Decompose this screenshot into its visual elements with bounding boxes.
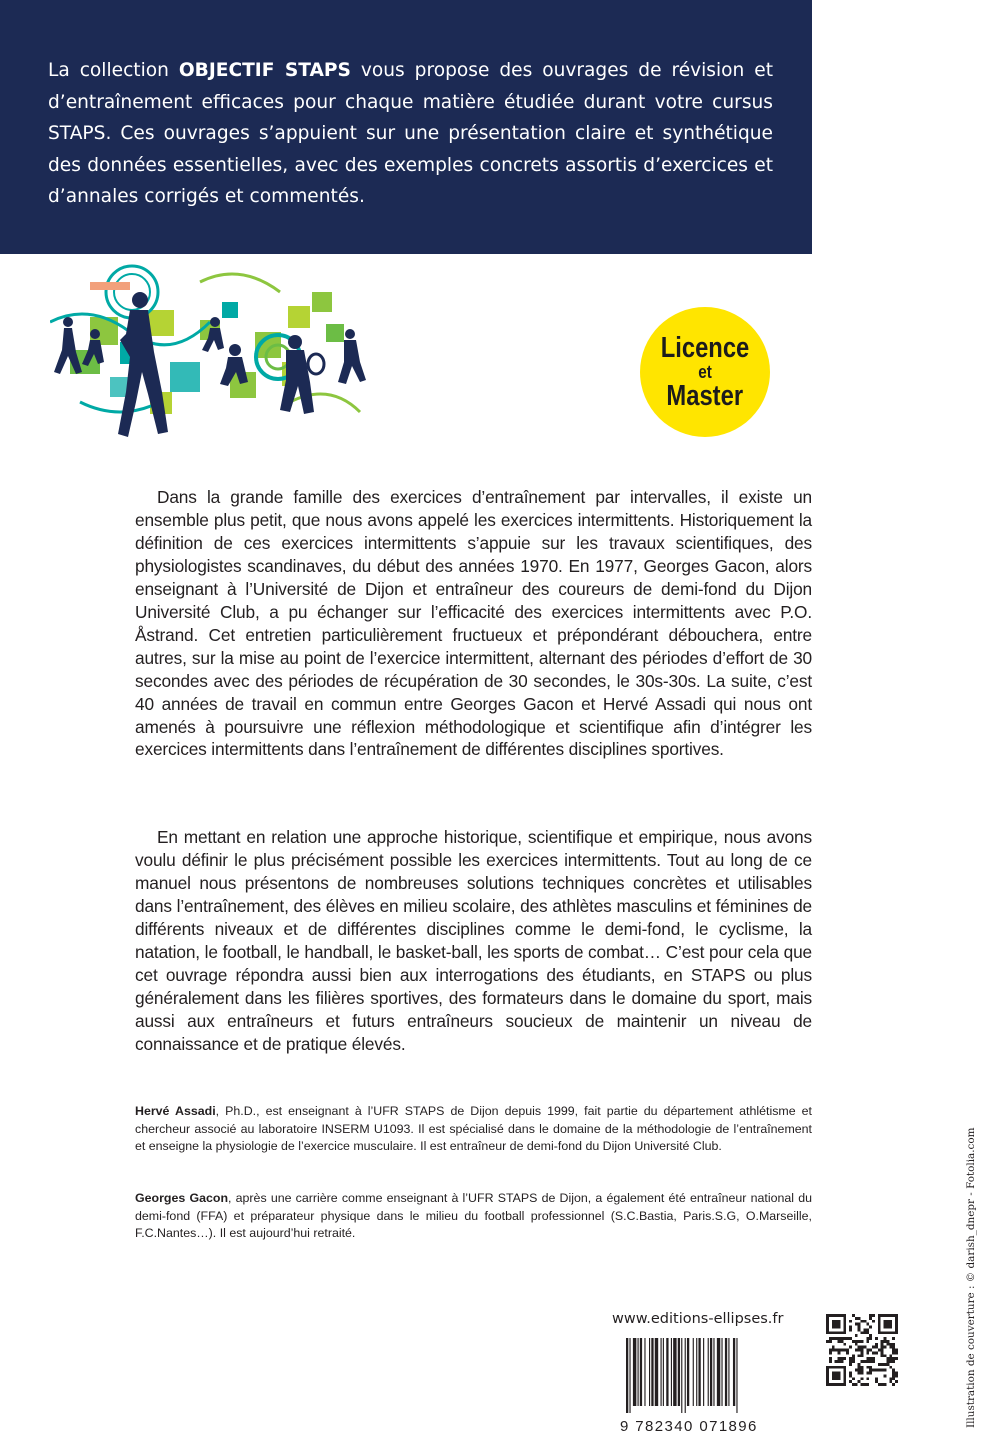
qr-cell bbox=[840, 1337, 843, 1340]
summary-paragraph-2: En mettant en relation une approche historique, scientifique et empirique, nous avons voulu définir le plus précisément possible les exercices intermittents. Tout au long de ce manuel nous présentons de nombreuses solutions techniques concrètes et utilisables dans l’entraînement, des élèves en milieu scolaire, des athlètes masculins et féminines de différents niveaux et de différentes disciplines comme le demi-fond, le cyclisme, la natation, le football, le handball, le basket-ball, les sports de combat… C’est pour cela que cet ouvrage répondra aussi bien aux interrogations des étudiants, en STAPS ou plus généralement dans les filières sportives, des formateurs dans le domaine du sport, mais aussi aux entraîneurs et futurs entraîneurs soucieux de maintenir un niveau de connaissance et de pratique élevés. bbox=[135, 827, 812, 1054]
qr-cell bbox=[838, 1351, 841, 1354]
qr-cell bbox=[892, 1377, 895, 1380]
qr-cell bbox=[861, 1349, 864, 1352]
barcode-bar bbox=[655, 1338, 658, 1406]
qr-cell bbox=[835, 1349, 838, 1352]
barcode-bar bbox=[644, 1338, 645, 1406]
qr-cell bbox=[881, 1349, 884, 1352]
qr-cell bbox=[858, 1380, 861, 1383]
qr-cell bbox=[855, 1317, 858, 1320]
author-name: Georges Gacon bbox=[135, 1191, 229, 1205]
barcode-bar bbox=[710, 1338, 712, 1406]
qr-cell bbox=[884, 1383, 887, 1386]
qr-cell bbox=[843, 1349, 846, 1352]
qr-cell bbox=[866, 1323, 869, 1326]
qr-cell bbox=[843, 1337, 846, 1340]
barcode-bar bbox=[678, 1338, 680, 1406]
qr-cell bbox=[855, 1334, 858, 1337]
qr-cell bbox=[869, 1360, 872, 1363]
qr-cell bbox=[861, 1383, 864, 1386]
qr-cell bbox=[840, 1349, 843, 1352]
barcode-bar bbox=[728, 1338, 729, 1406]
qr-cell bbox=[840, 1357, 843, 1360]
qr-cell bbox=[884, 1320, 893, 1329]
qr-cell bbox=[866, 1328, 869, 1331]
qr-cell bbox=[889, 1377, 892, 1380]
qr-cell bbox=[832, 1337, 835, 1340]
qr-cell bbox=[829, 1360, 832, 1363]
qr-cell bbox=[840, 1340, 843, 1343]
qr-cell bbox=[843, 1366, 846, 1386]
qr-cell bbox=[826, 1383, 846, 1386]
athletes-collage-icon bbox=[50, 262, 380, 442]
barcode-bar bbox=[633, 1338, 636, 1406]
barcode-bar bbox=[703, 1338, 704, 1406]
qr-cell bbox=[863, 1320, 866, 1323]
qr-cell bbox=[829, 1340, 832, 1343]
qr-cell bbox=[884, 1337, 887, 1340]
qr-cell bbox=[872, 1369, 875, 1372]
barcode-bar bbox=[693, 1338, 694, 1406]
qr-cell bbox=[855, 1383, 858, 1386]
qr-cell bbox=[895, 1372, 898, 1375]
qr-cell bbox=[881, 1346, 884, 1349]
qr-cell bbox=[881, 1383, 884, 1386]
qr-cell bbox=[892, 1351, 895, 1354]
qr-cell bbox=[892, 1383, 895, 1386]
qr-cell bbox=[855, 1343, 858, 1346]
barcode-bar bbox=[663, 1338, 664, 1406]
qr-cell bbox=[875, 1377, 878, 1380]
qr-cell bbox=[875, 1343, 878, 1346]
qr-cell bbox=[866, 1349, 869, 1352]
qr-cell bbox=[866, 1351, 869, 1354]
qr-cell bbox=[829, 1357, 832, 1360]
qr-cell bbox=[846, 1351, 849, 1354]
qr-cell bbox=[869, 1349, 872, 1352]
barcode-bar bbox=[651, 1338, 653, 1406]
qr-cell bbox=[869, 1314, 872, 1317]
qr-cell bbox=[858, 1354, 861, 1357]
summary-paragraph-1: Dans la grande famille des exercices d’entraînement par intervalles, il existe un ensemble plus petit, que nous avons appelé les exercices intermittents. Historiquement la définition de ces exercices intermittents s’appuie sur les travaux scientifiques, des physiologistes scandinaves, du début des années 1970. En 1977, Georges Gacon, alors enseignant à l’Université de Dijon et entraîneur des coureurs de demi-fond du Dijon Université Club, a pu échanger sur l’efficacité des exercices intermittents avec P.O. Åstrand. Cet entretien particulièrement fructueux et prépondérant débouchera, entre autres, sur la mise au point de l’exercice intermittent, alternant des périodes d’effort de 30 secondes avec des périodes de récupération de 30 secondes, le 30s-30s. La suite, c’est 40 années de travail en commun entre Georges Gacon et Hervé Assadi qui nous ont amenés à poursuivre une réflexion méthodologique et scientifique afin d’intégrer les exercices intermittents dans l’entraînement de différentes disciplines sportives. bbox=[135, 487, 812, 760]
qr-cell bbox=[892, 1343, 895, 1346]
barcode-bar bbox=[638, 1338, 639, 1406]
qr-cell bbox=[849, 1320, 852, 1323]
qr-cell bbox=[861, 1372, 864, 1375]
barcode-bar bbox=[666, 1338, 668, 1406]
qr-cell bbox=[866, 1372, 869, 1375]
badge-master: Master bbox=[666, 380, 744, 412]
qr-cell bbox=[858, 1326, 861, 1329]
badge-et: et bbox=[698, 362, 712, 382]
qr-cell bbox=[872, 1351, 875, 1354]
qr-code-icon[interactable] bbox=[826, 1314, 898, 1386]
qr-cell bbox=[835, 1360, 838, 1363]
qr-cell bbox=[881, 1354, 884, 1357]
qr-cell bbox=[869, 1369, 872, 1372]
author-name: Hervé Assadi bbox=[135, 1104, 216, 1118]
intro-text-end: vous propose des ouvrages de révision et d’entraînement efficaces pour chaque matière étudiée durant votre cursus STAPS. Ces ouvrages s’appuient sur une présentation claire et synthétique des données essentielles, avec des exemples concrets assortis d’exercices et d’annales corrigés et commentés. bbox=[48, 60, 773, 207]
qr-cell bbox=[895, 1357, 898, 1360]
qr-cell bbox=[826, 1314, 846, 1317]
qr-cell bbox=[843, 1314, 846, 1334]
qr-cell bbox=[866, 1383, 869, 1386]
qr-cell bbox=[895, 1380, 898, 1383]
qr-cell bbox=[866, 1360, 869, 1363]
qr-cell bbox=[892, 1369, 895, 1372]
qr-cell bbox=[832, 1349, 835, 1352]
qr-cell bbox=[849, 1360, 852, 1363]
qr-cell bbox=[875, 1346, 878, 1349]
qr-cell bbox=[858, 1372, 861, 1375]
qr-cell bbox=[843, 1357, 846, 1360]
qr-cell bbox=[861, 1369, 864, 1372]
qr-cell bbox=[872, 1320, 875, 1323]
qr-cell bbox=[855, 1349, 858, 1352]
barcode-bar bbox=[713, 1338, 714, 1406]
qr-cell bbox=[861, 1320, 864, 1323]
qr-cell bbox=[852, 1340, 855, 1343]
qr-cell bbox=[852, 1314, 855, 1317]
qr-cell bbox=[849, 1346, 852, 1349]
qr-cell bbox=[838, 1340, 841, 1343]
qr-cell bbox=[858, 1317, 861, 1320]
collection-intro bbox=[48, 55, 773, 213]
qr-cell bbox=[889, 1380, 892, 1383]
qr-cell bbox=[861, 1354, 864, 1357]
barcode-icon bbox=[624, 1338, 814, 1413]
publisher-website[interactable]: www.editions-ellipses.fr bbox=[612, 1311, 784, 1327]
qr-cell bbox=[869, 1317, 872, 1320]
author-bio-text: , après une carrière comme enseignant à l’UFR STAPS de Dijon, a également été entraîneur national du demi-fond (FFA) et préparateur physique dans le milieu du football professionnel (S.C.Bastia, Paris.S.G, O.Marseille, F.C.Nantes…). Il est aujourd’hui retraité. bbox=[135, 1191, 812, 1240]
barcode-bar bbox=[661, 1338, 662, 1406]
qr-cell bbox=[892, 1346, 895, 1349]
qr-cell bbox=[826, 1340, 829, 1343]
author-bio-gacon bbox=[135, 1190, 812, 1243]
qr-cell bbox=[886, 1340, 889, 1343]
qr-cell bbox=[872, 1357, 875, 1360]
qr-cell bbox=[852, 1377, 855, 1380]
barcode-bar bbox=[629, 1338, 630, 1413]
qr-cell bbox=[858, 1323, 861, 1326]
qr-cell bbox=[872, 1314, 875, 1317]
qr-cell bbox=[863, 1346, 866, 1349]
qr-cell bbox=[849, 1380, 852, 1383]
isbn-number: 9 782340 071896 bbox=[620, 1418, 758, 1435]
barcode-bar bbox=[733, 1338, 735, 1406]
author-bio-assadi bbox=[135, 1103, 812, 1156]
qr-cell bbox=[861, 1351, 864, 1354]
barcode-bar bbox=[626, 1338, 628, 1413]
qr-cell bbox=[892, 1357, 895, 1360]
qr-cell bbox=[832, 1320, 841, 1329]
qr-cell bbox=[838, 1349, 841, 1352]
qr-cell bbox=[843, 1343, 846, 1346]
qr-cell bbox=[861, 1346, 864, 1349]
qr-cell bbox=[846, 1349, 849, 1352]
header-box bbox=[0, 0, 812, 254]
qr-cell bbox=[849, 1357, 852, 1360]
qr-cell bbox=[875, 1380, 878, 1383]
qr-cell bbox=[866, 1357, 869, 1360]
qr-cell bbox=[835, 1337, 838, 1340]
qr-cell bbox=[892, 1374, 895, 1377]
qr-cell bbox=[861, 1366, 864, 1369]
qr-cell bbox=[838, 1337, 841, 1340]
badge-licence: Licence bbox=[660, 332, 750, 364]
qr-cell bbox=[895, 1314, 898, 1334]
qr-cell bbox=[884, 1354, 887, 1357]
qr-cell bbox=[863, 1383, 866, 1386]
qr-cell bbox=[866, 1331, 869, 1334]
qr-cell bbox=[849, 1328, 852, 1331]
qr-cell bbox=[881, 1351, 884, 1354]
qr-cell bbox=[838, 1360, 841, 1363]
qr-cell bbox=[892, 1337, 895, 1340]
qr-cell bbox=[826, 1366, 829, 1386]
qr-cell bbox=[869, 1357, 872, 1360]
author-bio-text: , Ph.D., est enseignant à l’UFR STAPS de Dijon depuis 1999, fait partie du département athlétisme et chercheur associé au laboratoire INSERM U1093. Il est spécialisé dans le domaine de la méthodologie de l’entraînement et enseigne la physiologie de l’exercice musculaire. Il est entraîneur de demi-fond du Dijon Université Club. bbox=[135, 1104, 812, 1153]
qr-cell bbox=[861, 1340, 864, 1343]
qr-cell bbox=[849, 1326, 852, 1329]
qr-cell bbox=[840, 1360, 843, 1363]
qr-cell bbox=[878, 1383, 881, 1386]
barcode-bar bbox=[725, 1338, 727, 1406]
qr-cell bbox=[875, 1369, 878, 1372]
qr-cell bbox=[855, 1323, 858, 1326]
qr-cell bbox=[858, 1363, 861, 1366]
qr-cell bbox=[849, 1363, 852, 1366]
qr-cell bbox=[849, 1374, 852, 1377]
qr-cell bbox=[826, 1314, 829, 1334]
qr-cell bbox=[861, 1377, 864, 1380]
qr-cell bbox=[866, 1366, 869, 1369]
qr-cell bbox=[861, 1360, 864, 1363]
barcode-bar bbox=[698, 1338, 700, 1406]
qr-cell bbox=[866, 1377, 869, 1380]
qr-cell bbox=[829, 1351, 832, 1354]
qr-cell bbox=[826, 1331, 846, 1334]
qr-cell bbox=[858, 1349, 861, 1352]
qr-cell bbox=[832, 1372, 841, 1381]
qr-cell bbox=[872, 1346, 875, 1349]
qr-cell bbox=[878, 1314, 881, 1334]
qr-cell bbox=[852, 1354, 855, 1357]
qr-cell bbox=[858, 1366, 861, 1369]
qr-cell bbox=[863, 1331, 866, 1334]
qr-cell bbox=[852, 1357, 855, 1360]
qr-cell bbox=[855, 1340, 858, 1343]
qr-cell bbox=[889, 1357, 892, 1360]
qr-cell bbox=[884, 1340, 887, 1343]
barcode-bar bbox=[721, 1338, 722, 1406]
qr-cell bbox=[884, 1374, 887, 1377]
barcode-bar bbox=[673, 1338, 676, 1406]
qr-cell bbox=[878, 1363, 881, 1366]
qr-cell bbox=[855, 1369, 858, 1372]
qr-cell bbox=[829, 1349, 832, 1352]
barcode-bar bbox=[649, 1338, 650, 1406]
barcode-bar bbox=[717, 1338, 720, 1406]
qr-cell bbox=[832, 1346, 835, 1349]
barcode-bar bbox=[671, 1338, 672, 1406]
qr-cell bbox=[886, 1363, 889, 1366]
qr-cell bbox=[869, 1366, 872, 1369]
intro-text-start: La collection bbox=[48, 60, 179, 81]
qr-cell bbox=[895, 1351, 898, 1354]
cover-credit: Illustration de couverture : © darish_dnepr - Fotolia.com bbox=[965, 1127, 977, 1428]
qr-cell bbox=[892, 1360, 895, 1363]
qr-cell bbox=[889, 1366, 892, 1369]
qr-cell bbox=[878, 1331, 898, 1334]
qr-cell bbox=[869, 1337, 872, 1340]
qr-cell bbox=[878, 1314, 898, 1317]
qr-cell bbox=[889, 1354, 892, 1357]
level-badge bbox=[640, 307, 770, 437]
qr-cell bbox=[863, 1328, 866, 1331]
qr-cell bbox=[858, 1369, 861, 1372]
qr-cell bbox=[881, 1343, 884, 1346]
qr-cell bbox=[895, 1374, 898, 1377]
qr-cell bbox=[858, 1346, 861, 1349]
qr-cell bbox=[849, 1372, 852, 1375]
barcode-bar bbox=[640, 1338, 642, 1406]
qr-cell bbox=[878, 1369, 881, 1372]
qr-cell bbox=[861, 1331, 864, 1334]
qr-cell bbox=[866, 1337, 869, 1340]
qr-cell bbox=[858, 1340, 861, 1343]
collection-name: OBJECTIF STAPS bbox=[178, 60, 351, 81]
qr-cell bbox=[866, 1340, 869, 1343]
qr-cell bbox=[826, 1366, 846, 1369]
qr-cell bbox=[881, 1363, 884, 1366]
qr-cell bbox=[863, 1360, 866, 1363]
barcode-bar bbox=[708, 1338, 709, 1406]
qr-cell bbox=[889, 1360, 892, 1363]
qr-cell bbox=[872, 1360, 875, 1363]
qr-cell bbox=[886, 1357, 889, 1360]
qr-cell bbox=[881, 1340, 884, 1343]
qr-cell bbox=[892, 1372, 895, 1375]
barcode-bar bbox=[736, 1338, 737, 1413]
qr-cell bbox=[889, 1343, 892, 1346]
qr-cell bbox=[846, 1337, 849, 1340]
barcode-bar bbox=[685, 1338, 686, 1413]
qr-cell bbox=[869, 1334, 872, 1337]
qr-cell bbox=[884, 1363, 887, 1366]
qr-cell bbox=[889, 1346, 892, 1349]
qr-cell bbox=[852, 1383, 855, 1386]
qr-cell bbox=[895, 1349, 898, 1352]
barcode-bar bbox=[681, 1338, 682, 1413]
qr-cell bbox=[869, 1326, 872, 1329]
barcode-bar bbox=[696, 1338, 697, 1406]
qr-cell bbox=[849, 1337, 852, 1340]
qr-cell bbox=[838, 1357, 841, 1360]
qr-cell bbox=[884, 1346, 887, 1349]
qr-cell bbox=[858, 1328, 861, 1331]
barcode-bar bbox=[687, 1338, 689, 1406]
qr-cell bbox=[881, 1369, 884, 1372]
qr-cell bbox=[829, 1337, 832, 1340]
qr-cell bbox=[869, 1372, 872, 1375]
qr-cell bbox=[892, 1349, 895, 1352]
qr-cell bbox=[875, 1337, 878, 1340]
qr-cell bbox=[875, 1351, 878, 1354]
qr-cell bbox=[886, 1360, 889, 1363]
qr-cell bbox=[878, 1349, 881, 1352]
qr-cell bbox=[852, 1360, 855, 1363]
qr-cell bbox=[886, 1343, 889, 1346]
qr-cell bbox=[884, 1369, 887, 1372]
